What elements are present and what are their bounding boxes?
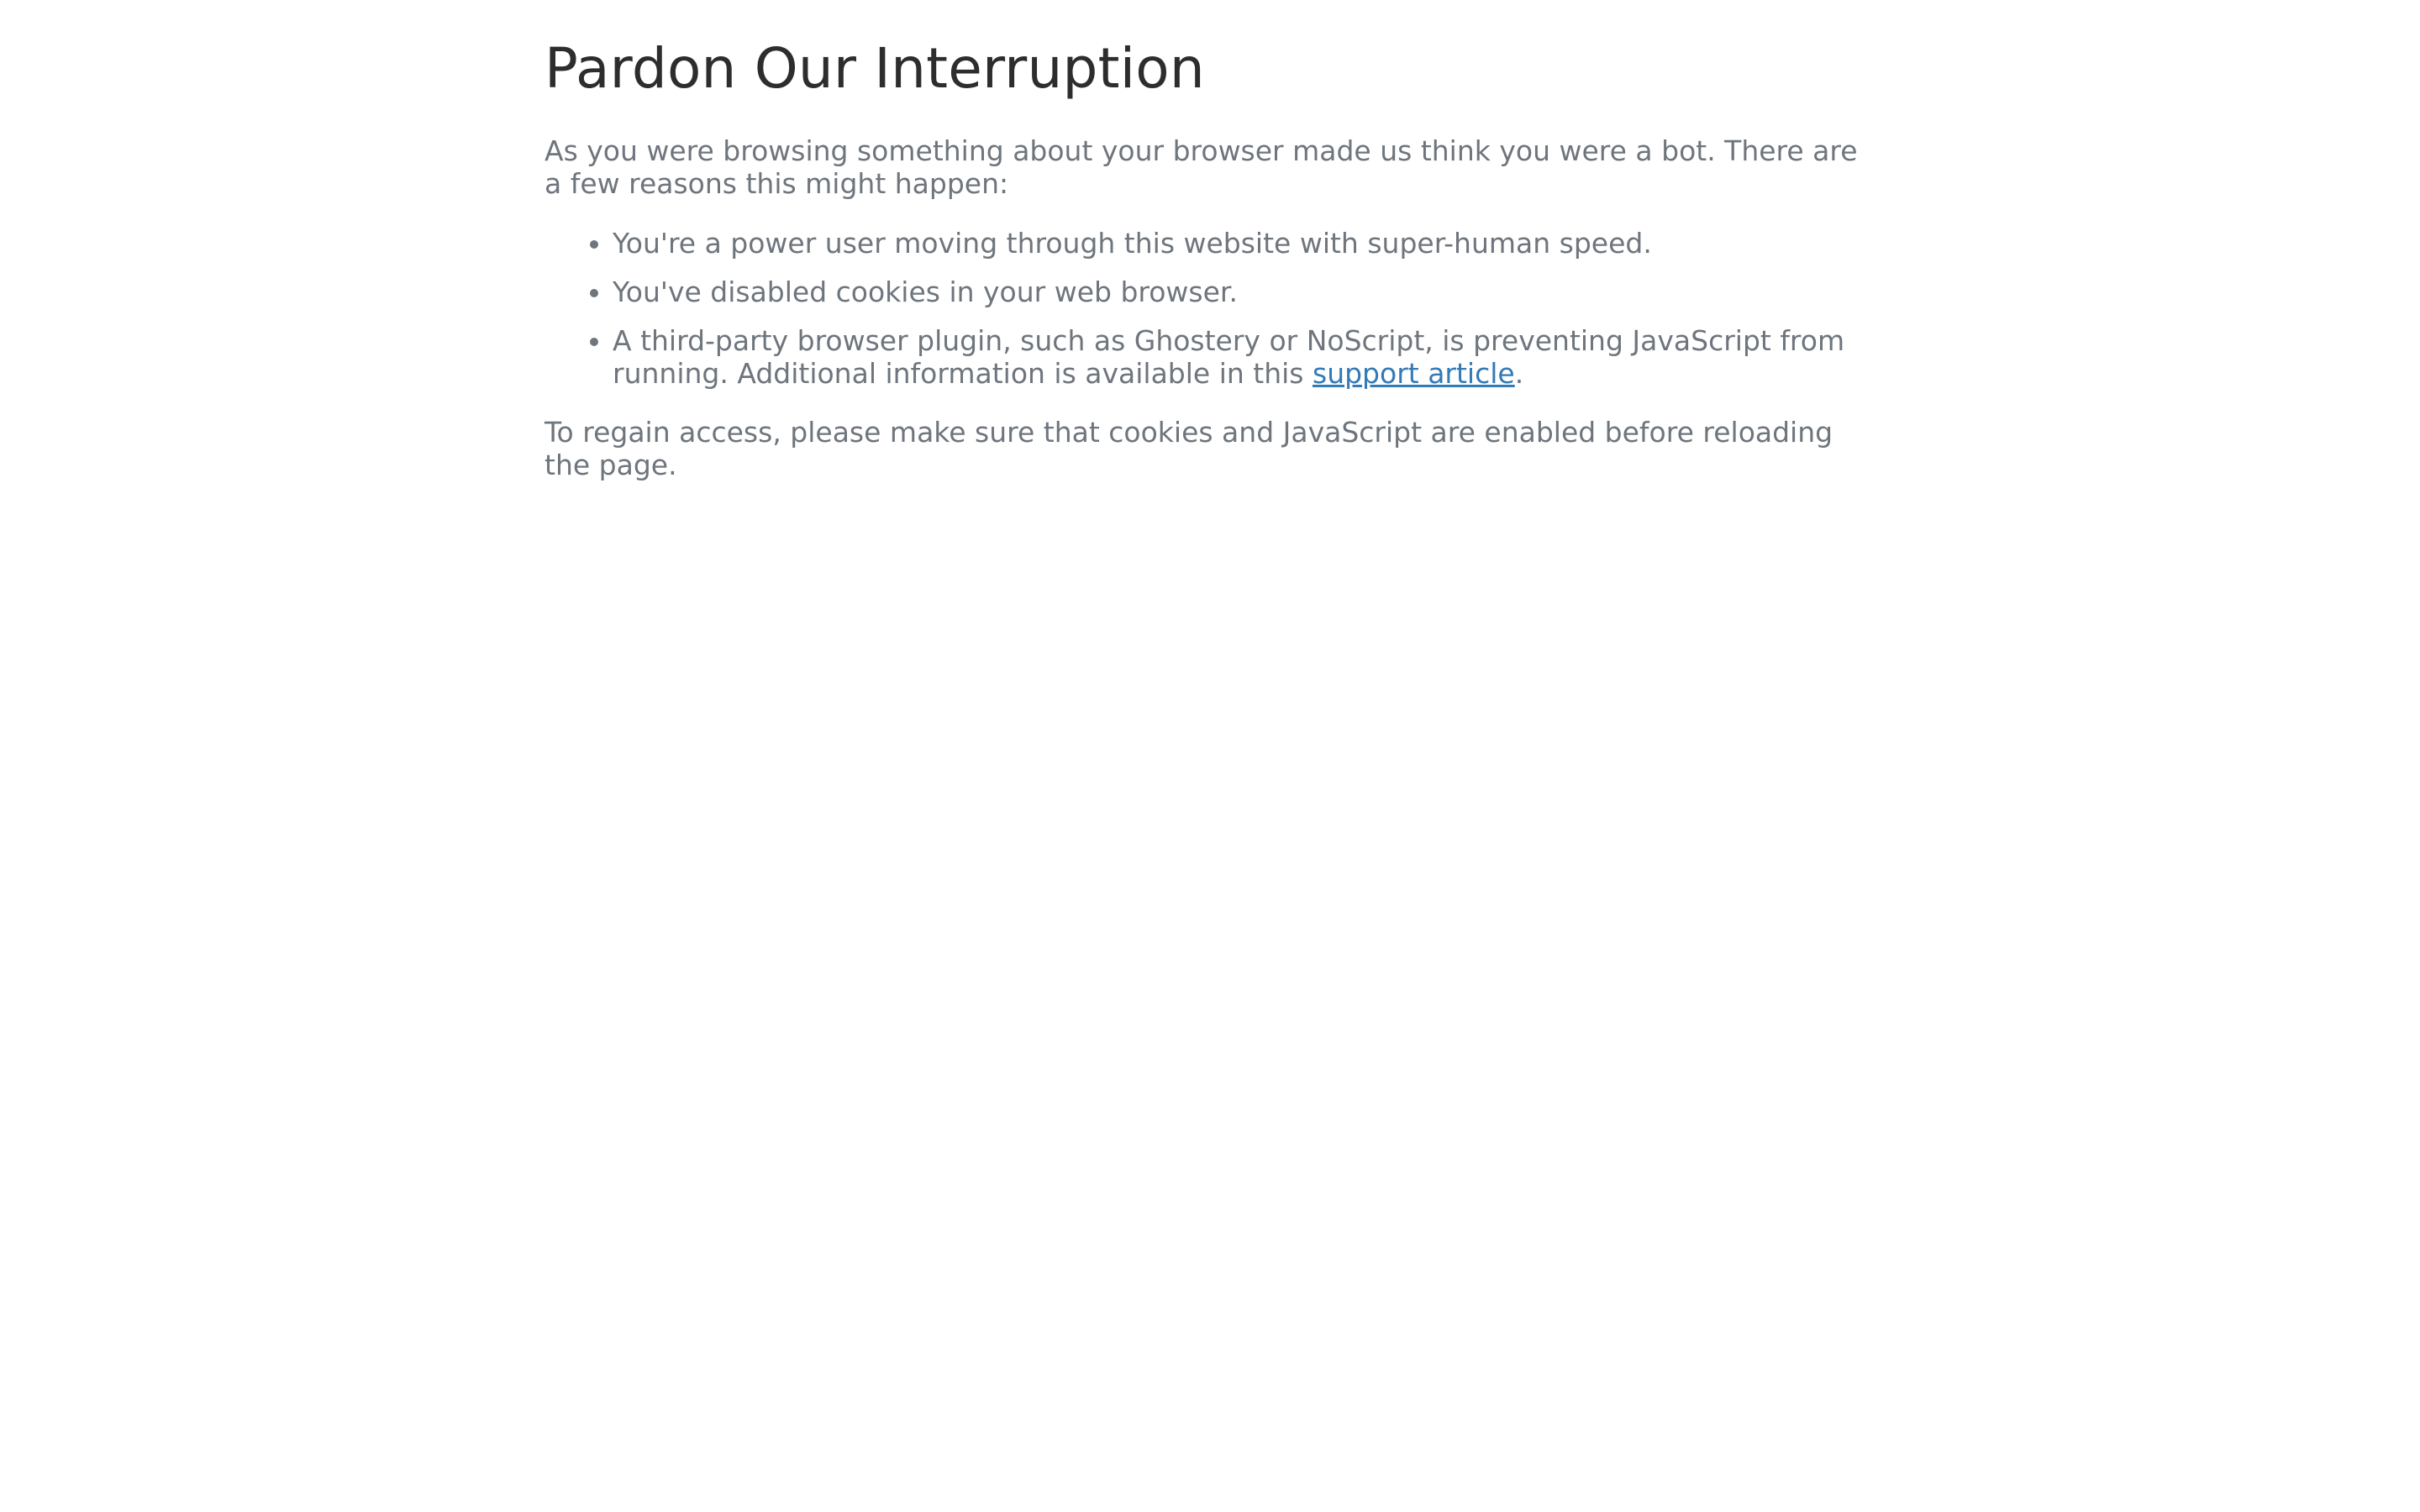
list-item: [613, 324, 1876, 390]
page-title: Pardon Our Interruption: [544, 36, 1205, 101]
intro-paragraph: As you were browsing something about your browser made us think you were a bot. There are a few reasons this might happen:: [544, 134, 1858, 200]
outro-paragraph: To regain access, please make sure that cookies and JavaScript are enabled before reloading the page.: [544, 416, 1833, 481]
reason-text-end: .: [1514, 357, 1524, 390]
list-item: • You've disabled cookies in your web browser.: [613, 276, 1876, 308]
list-item: • You're a power user moving through this website with super-human speed.: [613, 227, 1876, 260]
reason-text: A third-party browser plugin, such as Ghostery or NoScript, is preventing JavaScript from running. Additional information is available in this: [613, 324, 1845, 390]
support-article-link[interactable]: support article: [1313, 357, 1515, 390]
main-content: [544, 0, 1876, 481]
reasons-list: [544, 227, 1876, 390]
